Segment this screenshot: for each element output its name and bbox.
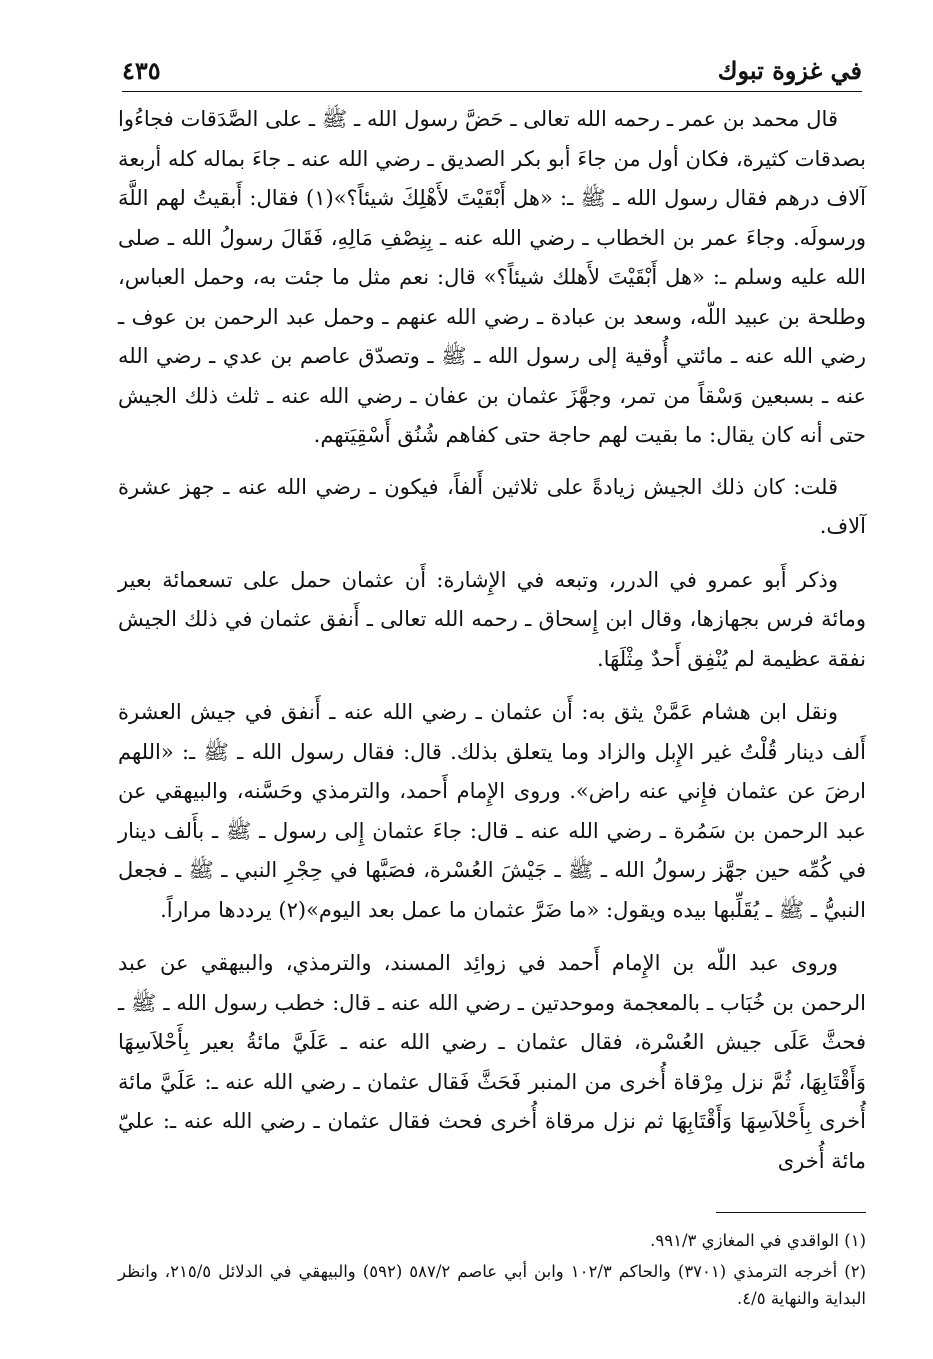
running-title: في غزوة تبوك [717,56,862,85]
paragraph: قال محمد بن عمر ـ رحمه الله تعالى ـ حَضَّ رسول الله ـ ﷺ ـ على الصَّدَقات فجاءُوا بصدقات كثيرة، فكان أول من جاءَ أبو بكر الصديق ـ رضي الله عنه ـ جاءَ بماله كله أربعة آلاف درهم فقال رسول الله ـ ﷺ ـ: «هل أَبْقَيْتَ لأَهْلِكَ شيئاً؟»(١) فقال: أَبقيتُ لهم اللَّهَ ورسولَه. وجاءَ عمر بن الخطاب ـ رضي الله عنه ـ بِنِصْفِ مَالِهِ، فَقَالَ رسولُ الله ـ صلى الله عليه وسلم ـ: «هل أَبْقَيْتَ لأَهلك شيئاً؟» قال: نعم مثل ما جئت به، وحمل العباس، وطلحة بن عبيد اللّه، وسعد بن عبادة ـ رضي الله عنهم ـ وحمل عبد الرحمن بن عوف ـ رضي الله عنه ـ مائتي أُوقية إلى رسول الله ـ ﷺ ـ وتصدّق عاصم بن عدي ـ رضي الله عنه ـ بسبعين وَسْقاً من تمر، وجهَّزَ عثمان بن عفان ـ رضي الله عنه ـ ثلث ذلك الجيش حتى أنه كان يقال: ما بقيت لهم حاجة حتى كفاهم شُنُق أَسْقِيَتهم. [118,107,867,447]
page-header [122,52,862,92]
footnotes [118,1212,866,1316]
paragraph: وذكر أَبو عمرو في الدرر، وتبعه في الإِشارة: أَن عثمان حمل على تسعمائة بعير ومائة فرس بجهازها، وقال ابن إِسحاق ـ رحمه الله تعالى ـ أَنفق عثمان في ذلك الجيش نفقة عظيمة لم يُنْفِق أَحدٌ مِثْلَهَا. [118,567,866,671]
page-number: ٤٣٥ [122,56,161,85]
paragraph: قلت: كان ذلك الجيش زيادةً على ثلاثين أَلفاً، فيكون ـ رضي الله عنه ـ جهز عشرة آلاف. [118,474,866,538]
footnote: (١) الواقدي في المغازي ٩٩١/٣. [650,1231,866,1250]
footnote: (٢) أخرجه الترمذي (٣٧٠١) والحاكم ١٠٢/٣ وابن أبي عاصم ٥٨٧/٢ (٥٩٢) والبيهقي في الدلائل ٢١٥/٥، وانظر البداية والنهاية ٤/٥. [118,1262,866,1308]
paragraph: وروى عبد اللّه بن الإِمام أَحمد في زوائِد المسند، والترمذي، والبيهقي عن عبد الرحمن بن خُبَاب ـ بالمعجمة وموحدتين ـ رضي الله عنه ـ قال: خطب رسول الله ـ ﷺ ـ فحثَّ عَلَى جيش العُسْرة، فقال عثمان ـ رضي الله عنه ـ عَلَيَّ مائةُ بعير بِأَحْلاَسِهَا وَأَقْتَابِهَا، ثُمَّ نزل مِرْقاة أُخرى من المنبر فَحَثَّ فَقال عثمان ـ رضي الله عنه ـ: عَلَيَّ مائة أُخرى بِأَحْلاَسِهَا وَأَقْتَابِهَا ثم نزل مرقاة أُخرى فحث فقال عثمان ـ رضي الله عنه ـ: عليّ مائة أُخرى [118,951,866,1173]
paragraph: ونقل ابن هشام عَمَّنْ يثق به: أَن عثمان ـ رضي الله عنه ـ أَنفق في جيش العشرة أَلف دينار قُلْتُ غير الإِبل والزاد وما يتعلق بذلك. قال: فقال رسول الله ـ ﷺ ـ: «اللهم ارضَ عن عثمان فإِني عنه راض». وروى الإِمام أَحمد، والترمذي وحَسَّنه، والبيهقي عن عبد الرحمن بن سَمُرة ـ رضي الله عنه ـ قال: جاءَ عثمان إِلى رسول ـ ﷺ ـ بأَلف دينار في كُمِّه حين جهَّز رسولُ الله ـ ﷺ ـ جَيْشَ العُسْرة، فصَبَّها في حِجْرِ النبي ـ ﷺ ـ فجعل النبيُّ ـ ﷺ ـ يُقَلِّبها بيده ويقول: «ما ضَرَّ عثمان ما عمل بعد اليوم»(٢) يرددها مراراً. [118,700,866,922]
main-text [118,100,866,1195]
footnote-separator [716,1212,866,1213]
